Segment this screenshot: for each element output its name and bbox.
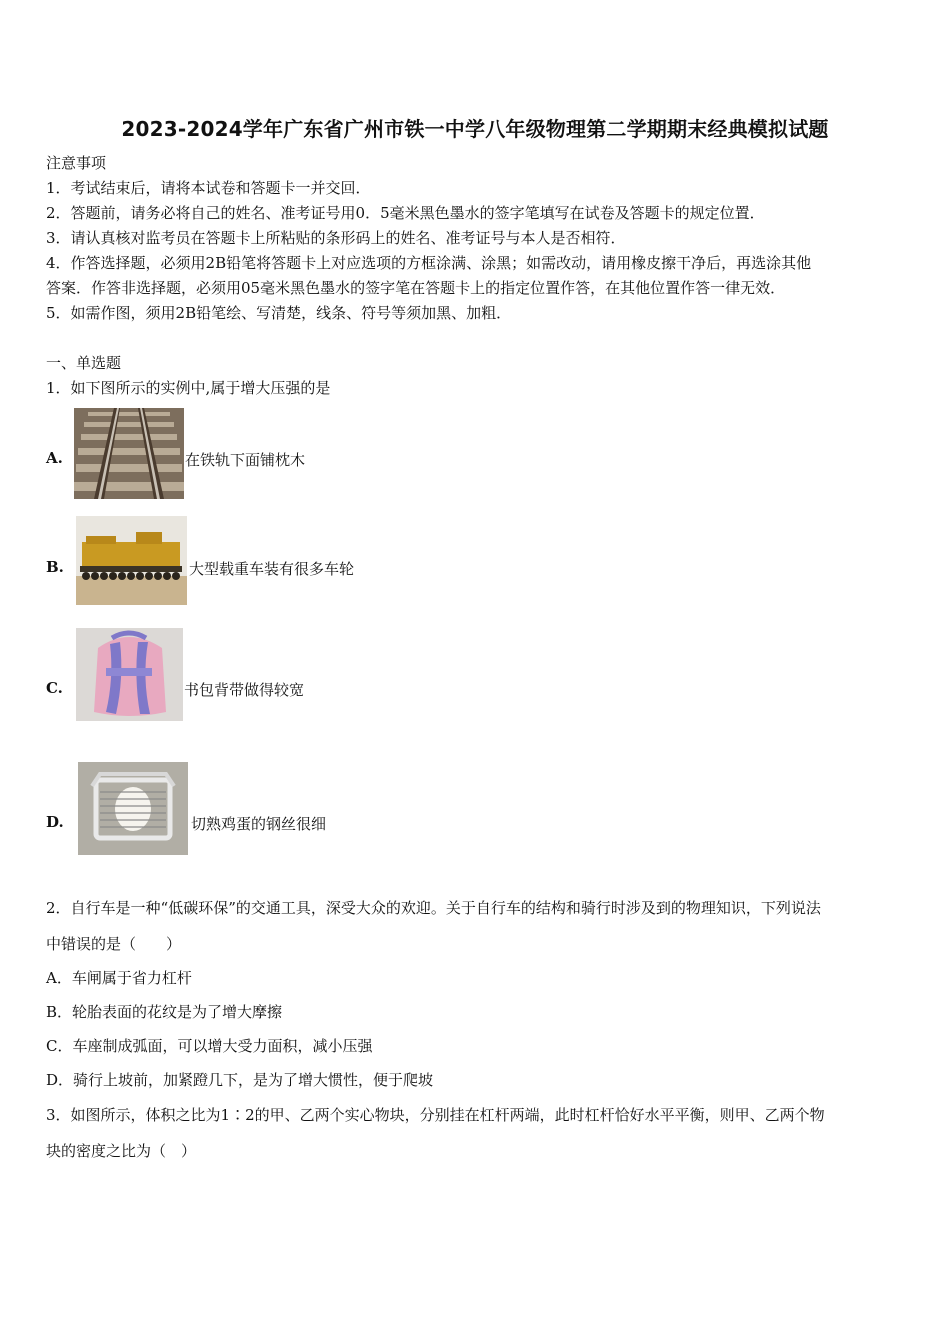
notice-item-1: 1．考试结束后，请将本试卷和答题卡一并交回． — [46, 179, 371, 197]
q2-option-b: B．轮胎表面的花纹是为了增大摩擦 — [46, 1003, 283, 1021]
notice-heading: 注意事项 — [46, 154, 107, 172]
section-heading: 一、单选题 — [46, 354, 122, 372]
q1-option-b-letter: B. — [46, 558, 64, 576]
q1-option-a-text: 在铁轨下面铺枕木 — [185, 451, 306, 469]
q1-option-b-text: 大型载重车装有很多车轮 — [189, 560, 355, 578]
q2-option-d: D．骑行上坡前，加紧蹬几下，是为了增大惯性，便于爬坡 — [46, 1071, 434, 1089]
egg-slicer-icon — [78, 762, 188, 855]
q1-option-d-text: 切熟鸡蛋的钢丝很细 — [191, 815, 327, 833]
question-3-stem-line1: 3．如图所示，体积之比为1∶2的甲、乙两个实心物块，分别挂在杠杆两端，此时杠杆恰好水平平衡，则甲、乙两个物 — [46, 1106, 825, 1124]
backpack-icon — [76, 628, 183, 721]
question-1-stem: 1．如下图所示的实例中,属于增大压强的是 — [46, 379, 331, 397]
notice-item-2: 2．答题前，请务必将自己的姓名、准考证号用0．5毫米黑色墨水的签字笔填写在试卷及答题卡的规定位置． — [46, 204, 765, 222]
q2-option-a: A．车闸属于省力杠杆 — [46, 969, 192, 987]
q1-option-a-letter: A. — [46, 449, 63, 467]
notice-item-4-cont: 答案．作答非选择题，必须用05毫米黑色墨水的签字笔在答题卡上的指定位置作答，在其他位置作答一律无效． — [46, 279, 786, 297]
railway-sleepers-icon — [74, 408, 184, 499]
page-title: 2023-2024学年广东省广州市铁一中学八年级物理第二学期期末经典模拟试题 — [121, 117, 829, 141]
question-3-stem-line2: 块的密度之比为（ ） — [46, 1142, 197, 1160]
q1-option-d-letter: D. — [46, 813, 64, 831]
question-2-stem-line2: 中错误的是（ ） — [46, 935, 182, 953]
notice-item-4: 4．作答选择题，必须用2B铅笔将答题卡上对应选项的方框涂满、涂黑；如需改动，请用橡皮擦干净后，再选涂其他 — [46, 254, 812, 272]
notice-item-5: 5．如需作图，须用2B铅笔绘、写清楚，线条、符号等须加黑、加粗． — [46, 304, 512, 322]
q2-option-c: C．车座制成弧面，可以增大受力面积，减小压强 — [46, 1037, 373, 1055]
q1-option-c-letter: C. — [46, 679, 63, 697]
heavy-truck-icon — [76, 516, 187, 605]
question-2-stem-line1: 2．自行车是一种“低碳环保”的交通工具，深受大众的欢迎。关于自行车的结构和骑行时涉及到的物理知识，下列说法 — [46, 899, 821, 917]
notice-item-3: 3．请认真核对监考员在答题卡上所粘贴的条形码上的姓名、准考证号与本人是否相符． — [46, 229, 626, 247]
q1-option-c-text: 书包背带做得较宽 — [184, 681, 305, 699]
